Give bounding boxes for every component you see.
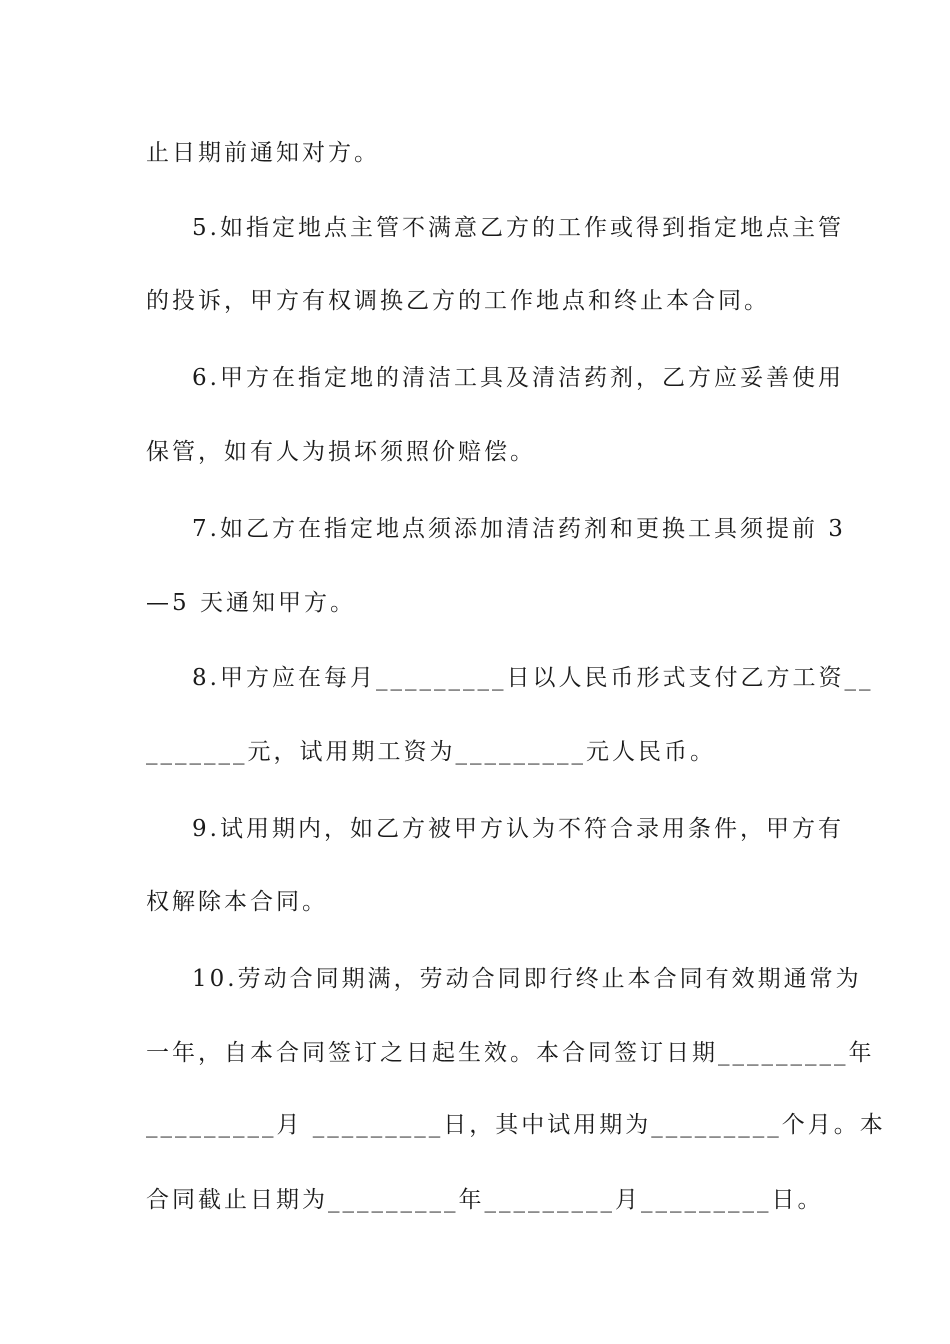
paragraph-line	[146, 1038, 875, 1068]
line-text: 7.如乙方在指定地点须添加清洁药剂和更换工具须提前 3	[192, 516, 846, 542]
line-text: 权解除本合同。	[146, 889, 328, 915]
paragraph-line	[146, 138, 806, 168]
line-text: 保管，如有人为损坏须照价赔偿。	[146, 439, 536, 465]
paragraph-line	[146, 1110, 886, 1140]
line-text: _______元，试用期工资为_________元人民币。	[146, 739, 716, 765]
line-text: 止日期前通知对方。	[146, 140, 380, 166]
paragraph-line	[146, 737, 806, 767]
paragraph-line	[192, 363, 844, 393]
paragraph-line	[192, 663, 874, 693]
paragraph-line	[146, 887, 806, 917]
line-text: 8.甲方应在每月_________日以人民币形式支付乙方工资__	[192, 665, 874, 691]
line-text: 5.如指定地点主管不满意乙方的工作或得到指定地点主管	[192, 215, 844, 241]
line-text: —5 天通知甲方。	[146, 590, 356, 616]
line-text: 合同截止日期为_________年_________月_________日。	[146, 1187, 824, 1213]
line-text: 一年，自本合同签订之日起生效。本合同签订日期_________年	[146, 1040, 875, 1066]
paragraph-line	[146, 1185, 824, 1215]
paragraph-line	[192, 213, 844, 243]
paragraph-line	[192, 814, 844, 844]
line-text: 6.甲方在指定地的清洁工具及清洁药剂，乙方应妥善使用	[192, 365, 844, 391]
paragraph-line	[146, 437, 806, 467]
line-text: 10.劳动合同期满，劳动合同即行终止本合同有效期通常为	[192, 966, 862, 992]
line-text: _________月 _________日，其中试用期为_________个月。本	[146, 1112, 886, 1138]
paragraph-line	[146, 588, 806, 618]
paragraph-line	[146, 286, 806, 316]
line-text: 9.试用期内，如乙方被甲方认为不符合录用条件，甲方有	[192, 816, 844, 842]
paragraph-line	[192, 964, 862, 994]
line-text: 的投诉，甲方有权调换乙方的工作地点和终止本合同。	[146, 288, 770, 314]
paragraph-line	[192, 514, 846, 544]
